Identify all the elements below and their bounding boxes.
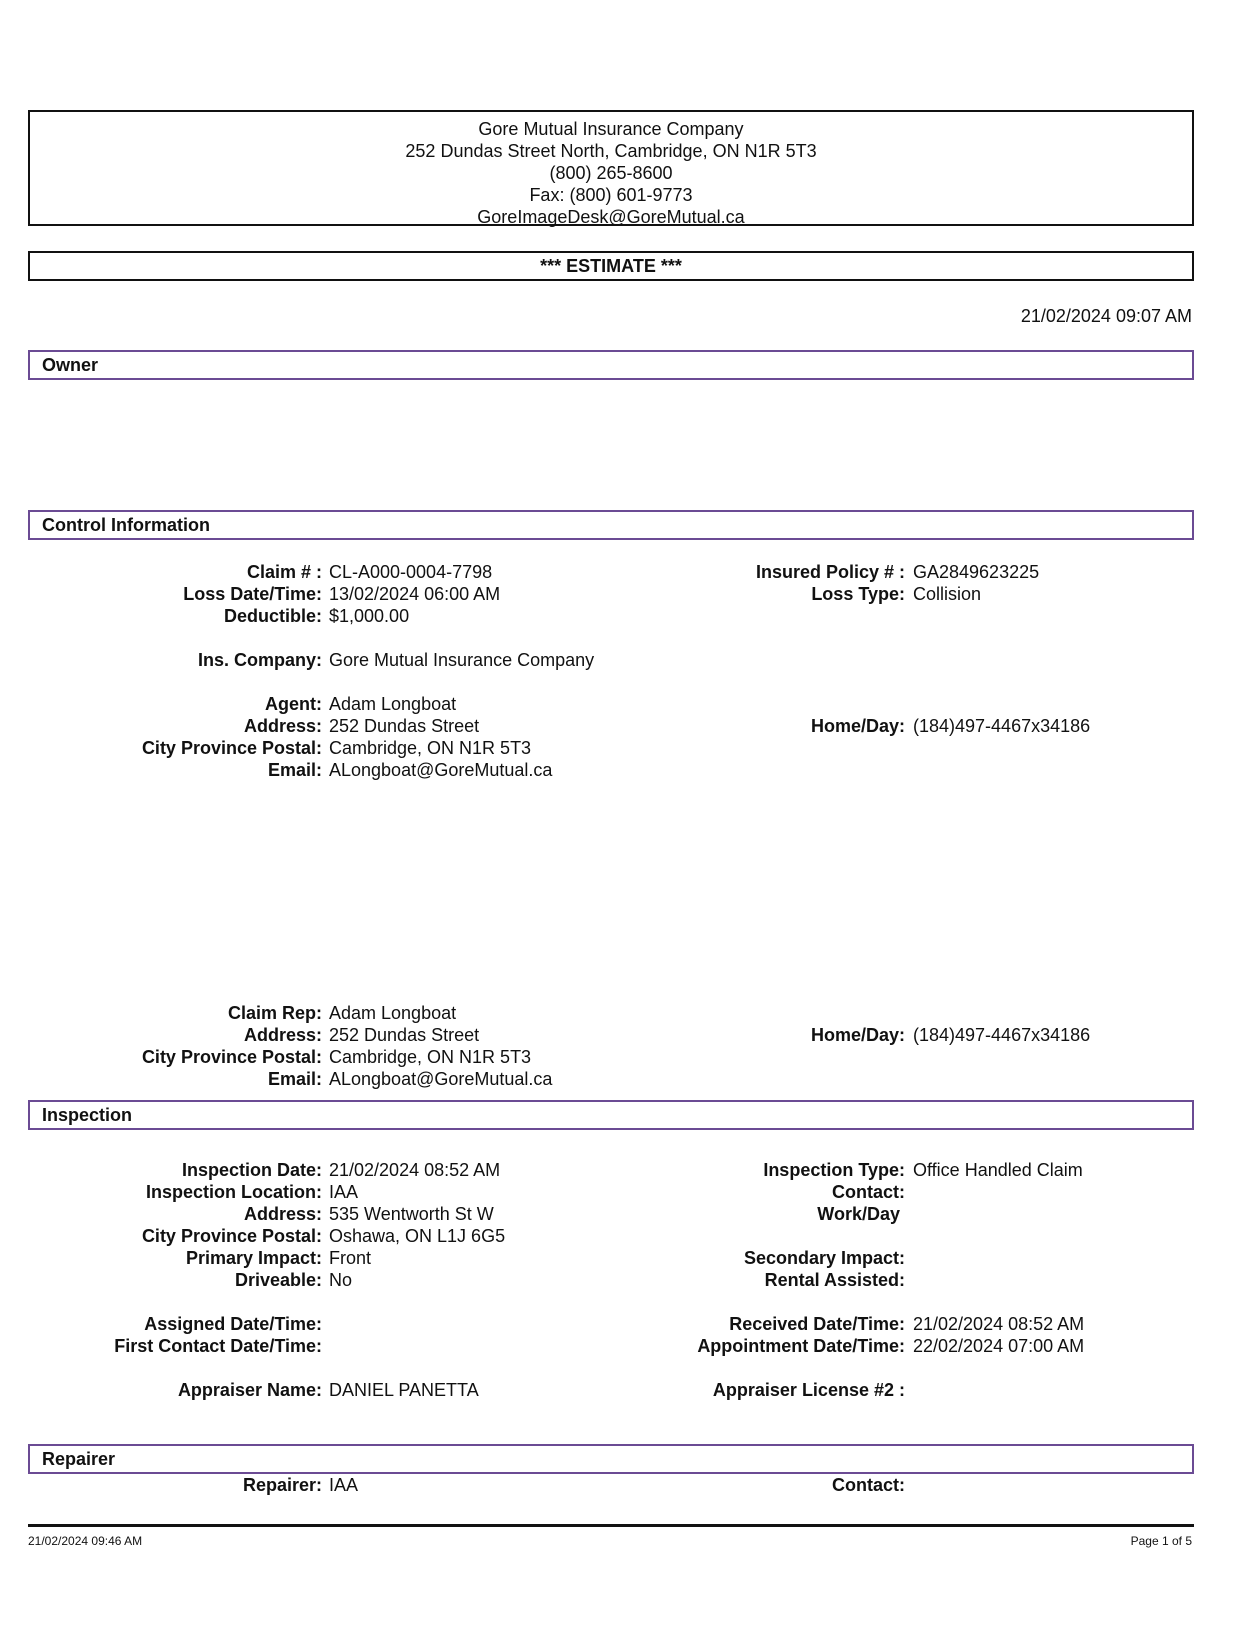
loss-type-value: Collision	[913, 584, 982, 604]
company-name: Gore Mutual Insurance Company	[478, 119, 744, 139]
company-fax: Fax: (800) 601-9773	[529, 185, 693, 205]
repairer-contact-label: Contact:	[832, 1475, 905, 1495]
agent-city-label: City Province Postal:	[141, 738, 322, 758]
inspection-type-label: Inspection Type:	[763, 1160, 905, 1180]
estimate-title: *** ESTIMATE ***	[28, 251, 1194, 281]
company-phone: (800) 265-8600	[549, 163, 673, 183]
repairer-value: IAA	[329, 1475, 359, 1495]
driveable-value: No	[329, 1270, 353, 1290]
inspection-city-value: Oshawa, ON L1J 6G5	[329, 1226, 506, 1246]
inspection-city-label: City Province Postal:	[141, 1226, 322, 1246]
appraiser-license-label: Appraiser License #2 :	[712, 1380, 905, 1400]
claim-rep-address-label: Address:	[243, 1025, 322, 1045]
inspection-address-label: Address:	[243, 1204, 322, 1224]
appointment-date-value: 22/02/2024 07:00 AM	[913, 1336, 1085, 1356]
loss-date-value: 13/02/2024 06:00 AM	[329, 584, 501, 604]
received-date-value: 21/02/2024 08:52 AM	[913, 1314, 1085, 1334]
claim-rep-home-label: Home/Day:	[810, 1025, 905, 1045]
claim-rep-label: Claim Rep:	[227, 1003, 322, 1023]
agent-value: Adam Longboat	[329, 694, 457, 714]
section-inspection: Inspection	[28, 1100, 1194, 1130]
received-date-label: Received Date/Time:	[729, 1314, 905, 1334]
company-email: GoreImageDesk@GoreMutual.ca	[477, 207, 745, 227]
inspection-location-value: IAA	[329, 1182, 359, 1202]
company-address: 252 Dundas Street North, Cambridge, ON N1R 5T3	[405, 141, 817, 161]
inspection-contact-label: Contact:	[832, 1182, 905, 1202]
agent-address-label: Address:	[243, 716, 322, 736]
loss-date-label: Loss Date/Time:	[183, 584, 322, 604]
footer-page-number: Page 1 of 5	[1130, 1534, 1192, 1548]
primary-impact-label: Primary Impact:	[185, 1248, 322, 1268]
inspection-type-value: Office Handled Claim	[913, 1160, 1083, 1180]
inspection-address-value: 535 Wentworth St W	[329, 1204, 494, 1224]
loss-type-label: Loss Type:	[811, 584, 905, 604]
repairer-label: Repairer:	[242, 1475, 322, 1495]
assigned-date-label: Assigned Date/Time:	[144, 1314, 322, 1334]
footer-printed-date: 21/02/2024 09:46 AM	[28, 1534, 143, 1548]
claim-rep-address-value: 252 Dundas Street	[329, 1025, 480, 1045]
deductible-label: Deductible:	[223, 606, 322, 626]
claim-number-label: Claim # :	[246, 562, 322, 582]
appraiser-name-value: DANIEL PANETTA	[329, 1380, 479, 1400]
ins-company-value: Gore Mutual Insurance Company	[329, 650, 595, 670]
agent-address-value: 252 Dundas Street	[329, 716, 480, 736]
rental-assisted-label: Rental Assisted:	[764, 1270, 905, 1290]
footer-divider	[28, 1524, 1194, 1527]
ins-company-label: Ins. Company:	[197, 650, 322, 670]
section-control-information: Control Information	[28, 510, 1194, 540]
claim-rep-email-label: Email:	[267, 1069, 322, 1089]
claim-rep-email-value: ALongboat@GoreMutual.ca	[329, 1069, 553, 1089]
claim-rep-home-value: (184)497-4467x34186	[913, 1025, 1091, 1045]
inspection-location-label: Inspection Location:	[145, 1182, 322, 1202]
secondary-impact-label: Secondary Impact:	[743, 1248, 905, 1268]
inspection-date-value: 21/02/2024 08:52 AM	[329, 1160, 501, 1180]
work-day-label: Work/Day	[817, 1204, 900, 1224]
agent-home-label: Home/Day:	[810, 716, 905, 736]
first-contact-date-label: First Contact Date/Time:	[114, 1336, 322, 1356]
section-owner: Owner	[28, 350, 1194, 380]
report-timestamp: 21/02/2024 09:07 AM	[1020, 306, 1192, 326]
appraiser-name-label: Appraiser Name:	[177, 1380, 322, 1400]
driveable-label: Driveable:	[234, 1270, 322, 1290]
deductible-value: $1,000.00	[329, 606, 410, 626]
agent-home-value: (184)497-4467x34186	[913, 716, 1091, 736]
primary-impact-value: Front	[329, 1248, 372, 1268]
company-header	[28, 110, 1194, 226]
insured-policy-value: GA2849623225	[913, 562, 1040, 582]
agent-label: Agent:	[265, 694, 322, 714]
inspection-date-label: Inspection Date:	[181, 1160, 322, 1180]
agent-city-value: Cambridge, ON N1R 5T3	[329, 738, 532, 758]
claim-rep-city-label: City Province Postal:	[141, 1047, 322, 1067]
agent-email-value: ALongboat@GoreMutual.ca	[329, 760, 553, 780]
claim-number-value: CL-A000-0004-7798	[329, 562, 493, 582]
insured-policy-label: Insured Policy # :	[755, 562, 905, 582]
section-repairer: Repairer	[28, 1444, 1194, 1474]
claim-rep-value: Adam Longboat	[329, 1003, 457, 1023]
appointment-date-label: Appointment Date/Time:	[697, 1336, 905, 1356]
claim-rep-city-value: Cambridge, ON N1R 5T3	[329, 1047, 532, 1067]
agent-email-label: Email:	[267, 760, 322, 780]
